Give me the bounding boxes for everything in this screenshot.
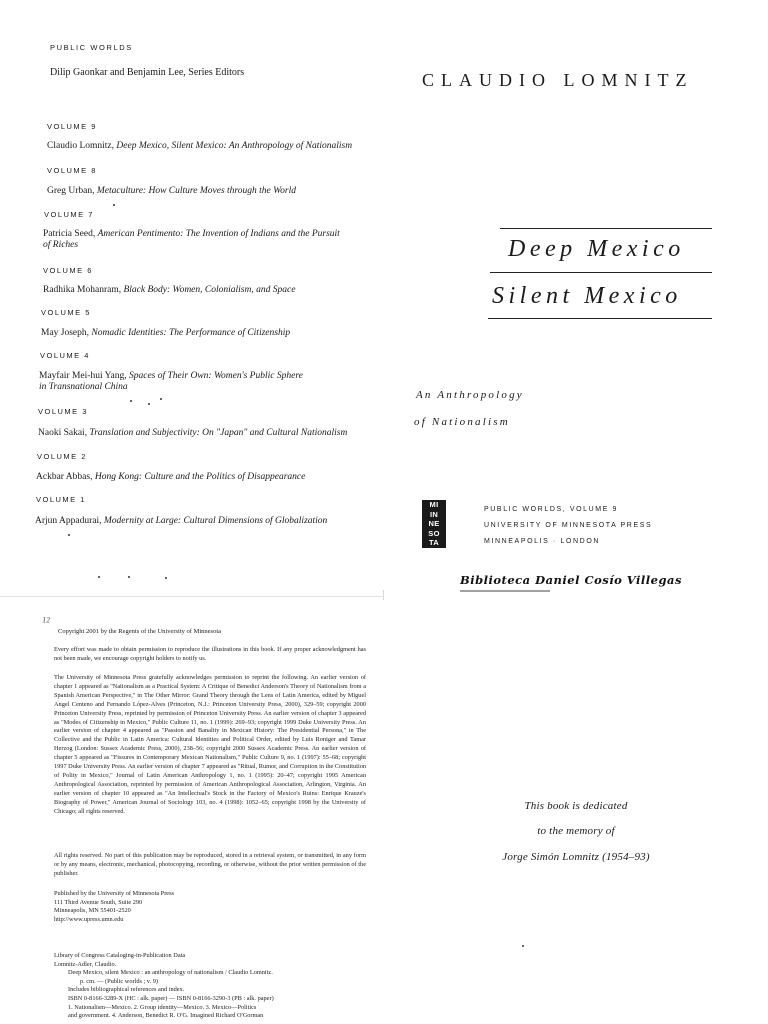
volume-title: Black Body: Women, Colonialism, and Space bbox=[123, 285, 296, 295]
volume-entry bbox=[36, 472, 356, 483]
press-series-line: PUBLIC WORLDS, VOLUME 9 bbox=[484, 506, 619, 513]
series-label: PUBLIC WORLDS bbox=[50, 43, 133, 52]
press-logo-text: TA bbox=[428, 538, 440, 548]
volume-author: Ackbar Abbas, bbox=[36, 472, 95, 482]
print-speck bbox=[113, 204, 115, 206]
volume-title: Nomadic Identities: The Performance of Citizenship bbox=[91, 328, 291, 338]
volume-author: Arjun Appadurai, bbox=[35, 516, 104, 526]
cip-line: p. cm. — (Public worlds ; v. 9) bbox=[80, 977, 158, 985]
volume-entry bbox=[39, 371, 359, 393]
press-logo-text: IN bbox=[429, 509, 439, 519]
volume-author: Patricia Seed, bbox=[43, 229, 98, 239]
volume-label: VOLUME 3 bbox=[38, 407, 88, 416]
volume-author: Claudio Lomnitz, bbox=[47, 141, 117, 151]
volume-author: May Joseph, bbox=[41, 328, 92, 338]
rights-paragraph: All rights reserved. No part of this publication may be reproduced, stored in a retrieval system, or transmitted, in any form or by any means, electronic, mechanical, photocopying, recording, or otherwise, without the prior written permission of the publisher. bbox=[54, 852, 366, 877]
volume-title: Metaculture: How Culture Moves through the World bbox=[96, 186, 296, 196]
publisher-line: http://www.upress.umn.edu bbox=[54, 915, 124, 923]
volume-title: Modernity at Large: Cultural Dimensions of Globalization bbox=[103, 516, 328, 526]
volume-author: Mayfair Mei-hui Yang, bbox=[39, 371, 129, 381]
library-stamp: Biblioteca Daniel Cosío Villegas bbox=[460, 573, 682, 587]
press-logo-text: MI bbox=[429, 500, 439, 509]
dedication-page bbox=[384, 600, 768, 1024]
press-location-line: MINNEAPOLIS · LONDON bbox=[484, 538, 601, 545]
author-name: CLAUDIO LOMNITZ bbox=[422, 70, 694, 90]
cip-line: ISBN 0-8166-3289-X (HC : alk. paper) — ISBN 0-8166-3290-3 (PB : alk. paper) bbox=[68, 994, 274, 1002]
volume-entry bbox=[43, 229, 363, 251]
cip-line: Lomnitz-Adler, Claudio. bbox=[54, 960, 117, 968]
volume-title: Deep Mexico, Silent Mexico: An Anthropology of Nationalism bbox=[116, 141, 353, 151]
permissions-paragraph: Every effort was made to obtain permission to reproduce the illustrations in this book. If any proper acknowledgment has not been made, we encourage copyright holders to notify us. bbox=[54, 646, 366, 662]
publisher-line: Published by the University of Minnesota Press bbox=[54, 890, 174, 897]
volume-title-cont: of Riches bbox=[43, 240, 79, 250]
volume-entry bbox=[35, 516, 355, 527]
volume-list bbox=[0, 0, 384, 590]
dedication-line2: to the memory of bbox=[537, 825, 615, 837]
press-name-line: UNIVERSITY OF MINNESOTA PRESS bbox=[484, 522, 653, 529]
dedication-line1: This book is dedicated bbox=[524, 800, 628, 812]
volume-author: Radhika Mohanram, bbox=[43, 285, 124, 295]
volume-entry bbox=[38, 428, 358, 439]
copyright-page bbox=[0, 600, 384, 1024]
series-editors: Dilip Gaonkar and Benjamin Lee, Series Editors bbox=[50, 67, 245, 78]
press-logo-text: NE bbox=[428, 519, 440, 529]
volume-title-cont: in Transnational China bbox=[39, 382, 128, 392]
volume-label: VOLUME 1 bbox=[36, 495, 86, 504]
volume-entry bbox=[47, 186, 367, 197]
book-title-line1: Deep Mexico bbox=[508, 236, 685, 262]
print-speck bbox=[130, 400, 132, 402]
title-rule-top bbox=[500, 228, 712, 229]
volume-title: American Pentimento: The Invention of Indians and the Pursuit bbox=[97, 229, 340, 239]
cip-line: Deep Mexico, silent Mexico : an anthropology of nationalism / Claudio Lomnitz. bbox=[68, 969, 273, 977]
dedication-line3: Jorge Simón Lomnitz (1954–93) bbox=[502, 851, 650, 863]
volume-author: Naoki Sakai, bbox=[38, 428, 90, 438]
volume-label: VOLUME 5 bbox=[41, 308, 91, 317]
volume-label: VOLUME 2 bbox=[37, 452, 87, 461]
volume-label: VOLUME 7 bbox=[44, 210, 94, 219]
volume-entry bbox=[41, 328, 361, 339]
volume-title: Translation and Subjectivity: On "Japan" and Cultural Nationalism bbox=[89, 428, 348, 438]
cip-line: Library of Congress Cataloging-in-Publication Data bbox=[54, 952, 186, 959]
press-logo-text: SO bbox=[428, 528, 440, 538]
volume-author: Greg Urban, bbox=[47, 186, 97, 196]
print-speck bbox=[160, 398, 162, 400]
subtitle-line2: of Nationalism bbox=[414, 416, 510, 428]
title-rule-middle bbox=[490, 272, 712, 273]
volume-title: Hong Kong: Culture and the Politics of Disappearance bbox=[94, 472, 306, 482]
volume-label: VOLUME 9 bbox=[47, 122, 97, 131]
page-edge bbox=[0, 596, 384, 597]
series-page bbox=[0, 0, 384, 590]
title-rule-bottom bbox=[488, 318, 712, 319]
print-speck bbox=[522, 945, 524, 947]
copyright-line: Copyright 2001 by the Regents of the University of Minnesota bbox=[58, 628, 222, 635]
publisher-line: Minneapolis, MN 55401-2520 bbox=[54, 907, 131, 915]
cip-line: Includes bibliographical references and index. bbox=[68, 986, 185, 994]
cip-line: and government. 4. Anderson, Benedict R. O'G. Imagined Richard O'Gorman bbox=[68, 1012, 264, 1020]
publisher-address bbox=[54, 890, 174, 924]
print-speck bbox=[68, 534, 70, 536]
book-title-line2: Silent Mexico bbox=[492, 283, 682, 309]
volume-entry bbox=[47, 141, 367, 152]
handwritten-mark: ¹² bbox=[42, 614, 50, 629]
press-logo bbox=[422, 500, 446, 548]
volume-label: VOLUME 4 bbox=[40, 351, 90, 360]
title-page bbox=[384, 0, 768, 605]
volume-title: Spaces of Their Own: Women's Public Sphere bbox=[128, 371, 303, 381]
print-speck bbox=[148, 403, 150, 405]
print-speck bbox=[165, 577, 167, 579]
print-speck bbox=[98, 576, 100, 578]
acknowledgments-paragraph: The University of Minnesota Press gratefully acknowledges permission to reprint the following. An earlier version of chapter 1 appeared as "Nationalism as a Practical System: A Critique of Benedict Anderson's Theory of Nationalism from a Spanish American Perspective," in The Other Mirror: Grand Theory through the Lens of Latin America, edited by Miguel Angel Centeno and Fernando López-Alves (Princeton, N.J.: Princeton University Press, 2000), 329–59; copyright 2000 Princeton University Press, reprinted by permission of Princeton University Press. An earlier version of chapter 3 appeared as "Modes of Citizenship in Mexico," Public Culture 11, no. 1 (1999): 269–93; copyright 1999 Duke University Press. An earlier version of chapter 4 appeared as "Passion and Banality in Mexican History: The Presidential Persona," in The Collective and the Public in Latin America: Cultural Identities and Political Order, edited by Luis Roniger and Tamar Herzog (London: Sussex Academic Press, 2000), 238–56; copyright 2000 Sussex Academic Press. An earlier version of chapter 5 appeared as "Fissures in Contemporary Mexican Nationalism," Public Culture 9, no. 1 (1997): 55–68; copyright 1997 Duke University Press. An earlier version of chapter 7 appeared as "Ritual, Rumor, and Corruption in the Constitution of Polity in Mexico," Journal of Latin American Anthropology 1, no. 1 (1995): 20–47; copyright 1995 American Anthropological Association, reprinted by permission of American Anthropological Association, Arlington, Virginia. An earlier version of chapter 10 appeared as "An Intellectual's Stock in the Factory of Mexico's Ruins: Enrique Krauze's Biography of Power," American Journal of Sociology 103, no. 4 (1998): 1052–65; copyright 1998 by the University of Chicago; all rights reserved. bbox=[54, 674, 366, 815]
cip-line: 1. Nationalism—Mexico. 2. Group identity—Mexico. 3. Mexico—Politics bbox=[68, 1003, 257, 1011]
volume-label: VOLUME 8 bbox=[47, 166, 97, 175]
publisher-line: 111 Third Avenue South, Suite 290 bbox=[54, 898, 143, 906]
subtitle-line1: An Anthropology bbox=[416, 389, 524, 401]
cip-data bbox=[54, 952, 374, 1021]
volume-entry bbox=[43, 285, 363, 296]
print-speck bbox=[128, 576, 130, 578]
stamp-fragment bbox=[460, 590, 550, 596]
volume-label: VOLUME 6 bbox=[43, 266, 93, 275]
